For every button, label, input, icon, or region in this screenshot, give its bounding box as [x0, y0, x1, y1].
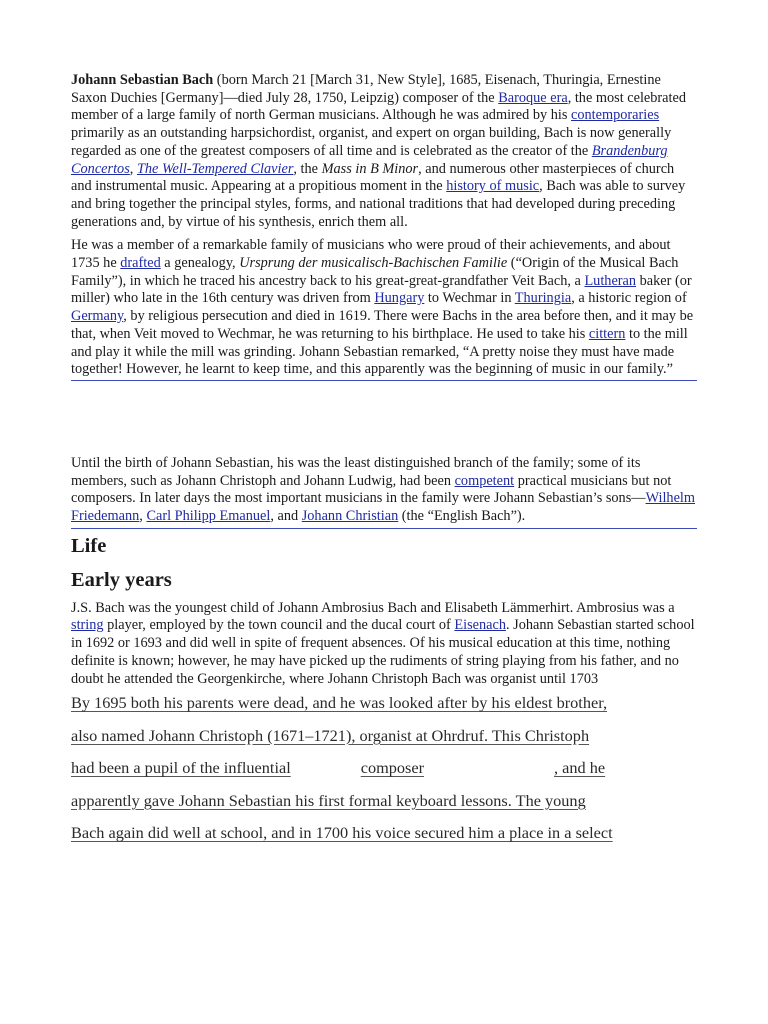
family-paragraph: He was a member of a remarkable family of musicians who were proud of their achievements, and about 1735 he drafted a genealogy, Ursprung der musicalisch-Bachischen Familie (“Origin of the Musical Bach Family”), in which he traced his ancestry back to his great-great-grandfather Veit Bach, a Lutheran baker (or miller) who late in the 16th century was driven from Hungary to Wechmar in Thuringia, a historic region of Germany, by religious persecution and died in 1619. There were Bachs in the area before then, and it may be that, when Veit moved to Wechmar, he was returning to his birthplace. He used to take his cittern to the mill and play it while the mill was grinding. Johann Sebastian remarked, “A pretty noise they must have made together! However, he learnt to keep time, and this apparently was the beginning of music in our family.” [71, 237, 694, 378]
early-years-paragraph: J.S. Bach was the youngest child of Johann Ambrosius Bach and Elisabeth Lämmerhirt. Ambrosius was a string player, employed by the town council and the ducal court of Eisenach. Johann Sebastian started school in 1692 or 1693 and did well in spite of frequent absences. Of his musical education at this time, nothing definite is known; however, he may have picked up the rudiments of string playing from his father, and no doubt he attended the Georgenkirche, where Johann Christoph Bach was organist until 1703 [71, 599, 695, 687]
link-johann-christian[interactable]: Johann Christian [301, 508, 399, 525]
link-lutheran[interactable]: Lutheran [584, 272, 637, 289]
link-cittern[interactable]: cittern [588, 325, 626, 342]
link-germany[interactable]: Germany [71, 308, 124, 325]
link-brandenburg-concertos[interactable]: Brandenburg Concertos [71, 142, 668, 177]
article-page [71, 72, 697, 856]
heading-early-years: Early years [71, 568, 172, 591]
link-competent[interactable]: competent [454, 472, 515, 489]
work-title-mass: Mass in B Minor [321, 160, 419, 177]
subject-name: Johann Sebastian Bach [71, 72, 214, 88]
lined-text-block [71, 693, 697, 856]
link-drafted[interactable]: drafted [120, 255, 161, 272]
link-wilhelm-friedemann[interactable]: Wilhelm Friedemann [71, 490, 696, 525]
link-baroque-era[interactable]: Baroque era [498, 89, 568, 106]
link-contemporaries[interactable]: contemporaries [571, 107, 660, 124]
link-hungary[interactable]: Hungary [374, 290, 425, 307]
lined-text-line: also named Johann Christoph (1671–1721), organist at Ohrdruf. This Christoph [71, 725, 590, 745]
lined-text-line: By 1695 both his parents were dead, and he was looked after by his eldest brother, [71, 693, 608, 713]
lineage-paragraph: Until the birth of Johann Sebastian, his was the least distinguished branch of the family; some of its members, such as Johann Christoph and Johann Ludwig, had been competent practical musicians but not composers. In later days the most important musicians in the family were Johann Sebastian’s sons—Wilhelm Friedemann, Carl Philipp Emanuel, and Johann Christian (the “English Bach”). [71, 454, 696, 525]
link-eisenach[interactable]: Eisenach [454, 617, 506, 634]
link-well-tempered-clavier[interactable]: The Well-Tempered Clavier [136, 160, 294, 177]
heading-life: Life [71, 534, 107, 557]
section-divider [71, 528, 697, 529]
link-carl-philipp-emanuel[interactable]: Carl Philipp Emanuel [146, 508, 271, 525]
lined-text-line: Bach again did well at school, and in 1700 his voice secured him a place in a select [71, 823, 613, 843]
link-history-of-music[interactable]: history of music [446, 178, 540, 195]
work-title-ursprung: Ursprung der musicalisch-Bachischen Familie [239, 255, 508, 272]
intro-paragraph: Johann Sebastian Bach (born March 21 [March 31, New Style], 1685, Eisenach, Thuringia, Ernestine Saxon Duchies [Germany]—died July 28, 1750, Leipzig) composer of the Baroque era, the most celebrated member of a large family of north German musicians. Although he was admired by his contemporaries primarily as an outstanding harpsichordist, organist, and expert on organ building, Bach is now generally regarded as one of the greatest composers of all time and is celebrated as the creator of the Brandenburg Concertos, The Well-Tempered Clavier, the Mass in B Minor, and numerous other masterpieces of church and instrumental music. Appearing at a propitious moment in the history of music, Bach was able to survey and bring together the principal styles, forms, and national traditions that had developed during preceding generations and, by virtue of his synthesis, enrich them all. [71, 72, 686, 230]
section-divider [71, 380, 697, 381]
link-thuringia[interactable]: Thuringia [514, 290, 572, 307]
link-string[interactable]: string [71, 617, 104, 634]
lined-text-line: had been a pupil of the influential composer , and he [71, 758, 606, 778]
lined-text-line: apparently gave Johann Sebastian his first formal keyboard lessons. The young [71, 790, 586, 810]
